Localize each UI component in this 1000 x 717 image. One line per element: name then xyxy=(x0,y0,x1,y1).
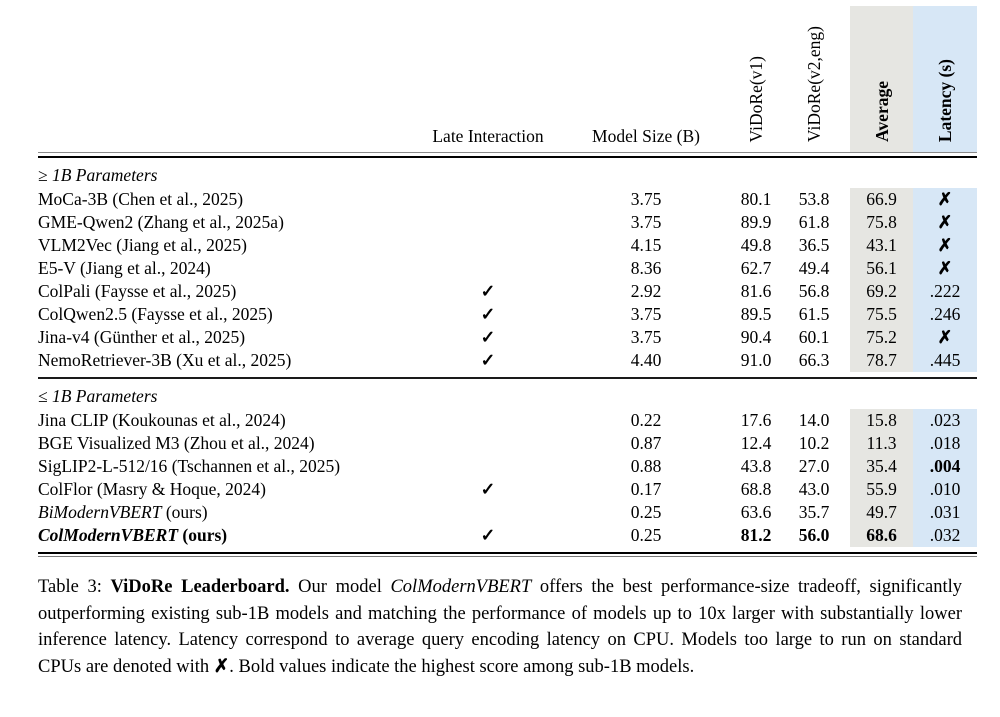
section-title-row xyxy=(38,379,977,409)
model-citation: (Jiang et al., 2024) xyxy=(75,258,211,278)
table-row xyxy=(38,409,977,432)
table-row xyxy=(38,501,977,524)
model-size-cell: 0.25 xyxy=(630,525,662,545)
model-citation: (Günther et al., 2025) xyxy=(89,327,246,347)
section-title: ≤ 1B Parameters xyxy=(38,386,158,406)
section-title: ≥ 1B Parameters xyxy=(38,165,158,185)
model-name: ColPali xyxy=(38,281,91,301)
model-size-cell: 0.88 xyxy=(630,456,662,476)
check-icon: ✓ xyxy=(480,525,496,545)
header-late-interaction xyxy=(418,0,558,153)
header-vidore-v1 xyxy=(734,0,778,153)
check-icon: ✓ xyxy=(480,281,496,301)
late-interaction-cell xyxy=(418,257,558,280)
header-model-blank xyxy=(38,0,418,153)
model-size-cell: 0.17 xyxy=(630,479,662,499)
model-name: BGE Visualized M3 xyxy=(38,433,180,453)
model-name: GME-Qwen2 xyxy=(38,212,134,232)
latency-cell: .032 xyxy=(913,524,977,547)
average-cell: 75.8 xyxy=(850,211,913,234)
header-average xyxy=(850,0,913,153)
table-row xyxy=(38,455,977,478)
model-citation: (Tschannen et al., 2025) xyxy=(167,456,341,476)
average-cell: 75.5 xyxy=(850,303,913,326)
vidore-v2-cell: 53.8 xyxy=(798,189,830,209)
cross-icon: ✗ xyxy=(913,188,977,211)
average-cell: 49.7 xyxy=(850,501,913,524)
average-cell: 68.6 xyxy=(850,524,913,547)
model-citation: (Masry & Hoque, 2024) xyxy=(92,479,266,499)
table-row xyxy=(38,349,977,372)
cross-icon: ✗ xyxy=(913,234,977,257)
vidore-v1-cell: 68.8 xyxy=(740,479,772,499)
late-interaction-cell xyxy=(418,234,558,257)
check-icon: ✓ xyxy=(480,350,496,370)
average-cell: 56.1 xyxy=(850,257,913,280)
model-name: ColModernVBERT xyxy=(38,525,179,545)
table-row xyxy=(38,303,977,326)
latency-cell: .018 xyxy=(913,432,977,455)
late-interaction-cell xyxy=(418,409,558,432)
bottom-rule xyxy=(38,553,977,557)
model-name: Jina-v4 xyxy=(38,327,90,347)
table-row xyxy=(38,211,977,234)
vidore-v2-cell: 60.1 xyxy=(798,327,830,347)
average-cell: 75.2 xyxy=(850,326,913,349)
latency-cell: .222 xyxy=(913,280,977,303)
latency-cell: .010 xyxy=(913,478,977,501)
model-citation: (Zhang et al., 2025a) xyxy=(133,212,284,232)
vidore-v1-cell: 90.4 xyxy=(740,327,772,347)
average-cell: 78.7 xyxy=(850,349,913,372)
vidore-v1-cell: 81.2 xyxy=(740,525,772,545)
table-row xyxy=(38,188,977,211)
vidore-v1-cell: 12.4 xyxy=(740,433,772,453)
latency-cell: .445 xyxy=(913,349,977,372)
vidore-v2-cell: 35.7 xyxy=(798,502,830,522)
average-cell: 15.8 xyxy=(850,409,913,432)
vidore-v1-cell: 62.7 xyxy=(740,258,772,278)
vidore-v2-cell: 49.4 xyxy=(798,258,830,278)
vidore-v1-cell: 17.6 xyxy=(740,410,772,430)
model-size-cell: 0.87 xyxy=(630,433,662,453)
vidore-v2-cell: 66.3 xyxy=(798,350,830,370)
vidore-v2-cell: 56.0 xyxy=(798,525,830,545)
header-average-label: Average xyxy=(871,81,892,142)
cross-icon: ✗ xyxy=(913,211,977,234)
model-size-cell: 0.25 xyxy=(630,502,662,522)
model-size-cell: 3.75 xyxy=(630,212,662,232)
vidore-v2-cell: 43.0 xyxy=(798,479,830,499)
model-size-cell: 3.75 xyxy=(630,189,662,209)
leaderboard-table xyxy=(38,0,977,557)
model-citation: (ours) xyxy=(161,502,208,522)
cross-icon: ✗ xyxy=(913,326,977,349)
table-row xyxy=(38,280,977,303)
late-interaction-cell xyxy=(418,188,558,211)
vidore-v2-cell: 14.0 xyxy=(798,410,830,430)
vidore-v1-cell: 49.8 xyxy=(740,235,772,255)
average-cell: 43.1 xyxy=(850,234,913,257)
vidore-v1-cell: 89.5 xyxy=(740,304,772,324)
table-row xyxy=(38,478,977,501)
model-name: BiModernVBERT xyxy=(38,502,162,522)
model-name: NemoRetriever-3B xyxy=(38,350,172,370)
vidore-v1-cell: 89.9 xyxy=(740,212,772,232)
model-size-cell: 3.75 xyxy=(630,327,662,347)
model-name: ColQwen2.5 xyxy=(38,304,127,324)
model-citation: (Faysse et al., 2025) xyxy=(126,304,273,324)
header-vidore-v2 xyxy=(778,0,850,153)
model-citation: (Koukounas et al., 2024) xyxy=(107,410,286,430)
late-interaction-cell xyxy=(418,432,558,455)
average-cell: 11.3 xyxy=(850,432,913,455)
model-citation: (Xu et al., 2025) xyxy=(171,350,292,370)
cross-icon: ✗ xyxy=(913,257,977,280)
model-size-cell: 4.15 xyxy=(630,235,662,255)
vidore-v2-cell: 61.5 xyxy=(798,304,830,324)
latency-cell: .004 xyxy=(913,455,977,478)
average-cell: 55.9 xyxy=(850,478,913,501)
model-name: SigLIP2-L-512/16 xyxy=(38,456,168,476)
late-interaction-cell xyxy=(418,501,558,524)
check-icon: ✓ xyxy=(480,304,496,324)
model-name: E5-V xyxy=(38,258,76,278)
model-citation: (Chen et al., 2025) xyxy=(108,189,244,209)
latency-cell: .246 xyxy=(913,303,977,326)
model-size-cell: 8.36 xyxy=(630,258,662,278)
model-name: Jina CLIP xyxy=(38,410,108,430)
vidore-v1-cell: 91.0 xyxy=(740,350,772,370)
model-citation: (Faysse et al., 2025) xyxy=(90,281,237,301)
model-size-cell: 3.75 xyxy=(630,304,662,324)
model-citation: (Zhou et al., 2024) xyxy=(179,433,315,453)
header-model-size xyxy=(558,0,734,153)
table-row xyxy=(38,432,977,455)
latency-cell: .031 xyxy=(913,501,977,524)
section-title-row xyxy=(38,157,977,188)
vidore-v1-cell: 43.8 xyxy=(740,456,772,476)
late-interaction-cell xyxy=(418,455,558,478)
model-citation: (ours) xyxy=(178,525,228,545)
vidore-v2-cell: 36.5 xyxy=(798,235,830,255)
vidore-v1-cell: 81.6 xyxy=(740,281,772,301)
header-vidore-v1-label: ViDoRe(v1) xyxy=(746,55,766,142)
header-latency xyxy=(913,0,977,153)
vidore-v1-cell: 63.6 xyxy=(740,502,772,522)
check-icon: ✓ xyxy=(480,327,496,347)
model-name: ColFlor xyxy=(38,479,93,499)
vidore-v2-cell: 61.8 xyxy=(798,212,830,232)
model-citation: (Jiang et al., 2025) xyxy=(111,235,247,255)
header-latency-label: Latency (s) xyxy=(935,58,955,142)
model-name: MoCa-3B xyxy=(38,189,108,209)
vidore-v2-cell: 10.2 xyxy=(798,433,830,453)
late-interaction-cell xyxy=(418,211,558,234)
table-header-row xyxy=(38,0,977,153)
table-row xyxy=(38,257,977,280)
header-vidore-v2-label: ViDoRe(v2,eng) xyxy=(804,25,824,142)
average-cell: 69.2 xyxy=(850,280,913,303)
average-cell: 35.4 xyxy=(850,455,913,478)
header-late-interaction-label: Late Interaction xyxy=(432,126,544,146)
average-cell: 66.9 xyxy=(850,188,913,211)
latency-cell: .023 xyxy=(913,409,977,432)
vidore-v1-cell: 80.1 xyxy=(740,189,772,209)
table-caption: Table 3: ViDoRe Leaderboard. Our model ColModernVBERT offers the best performance-size tradeoff, significantly outperforming existing sub-1B models and matching the performance of models up to 10x larger with substantially lower inference latency. Latency correspond to average query encoding latency on CPU. Models too large to run on standard CPUs are denoted with ✗. Bold values indicate the highest score among sub-1B models. xyxy=(38,577,962,677)
model-name: VLM2Vec xyxy=(38,235,112,255)
table-row xyxy=(38,524,977,547)
vidore-v2-cell: 27.0 xyxy=(798,456,830,476)
check-icon: ✓ xyxy=(480,479,496,499)
vidore-v2-cell: 56.8 xyxy=(798,281,830,301)
table-row xyxy=(38,234,977,257)
model-size-cell: 4.40 xyxy=(630,350,662,370)
header-model-size-label: Model Size (B) xyxy=(592,126,700,146)
model-size-cell: 0.22 xyxy=(630,410,662,430)
model-size-cell: 2.92 xyxy=(630,281,662,301)
table-row xyxy=(38,326,977,349)
